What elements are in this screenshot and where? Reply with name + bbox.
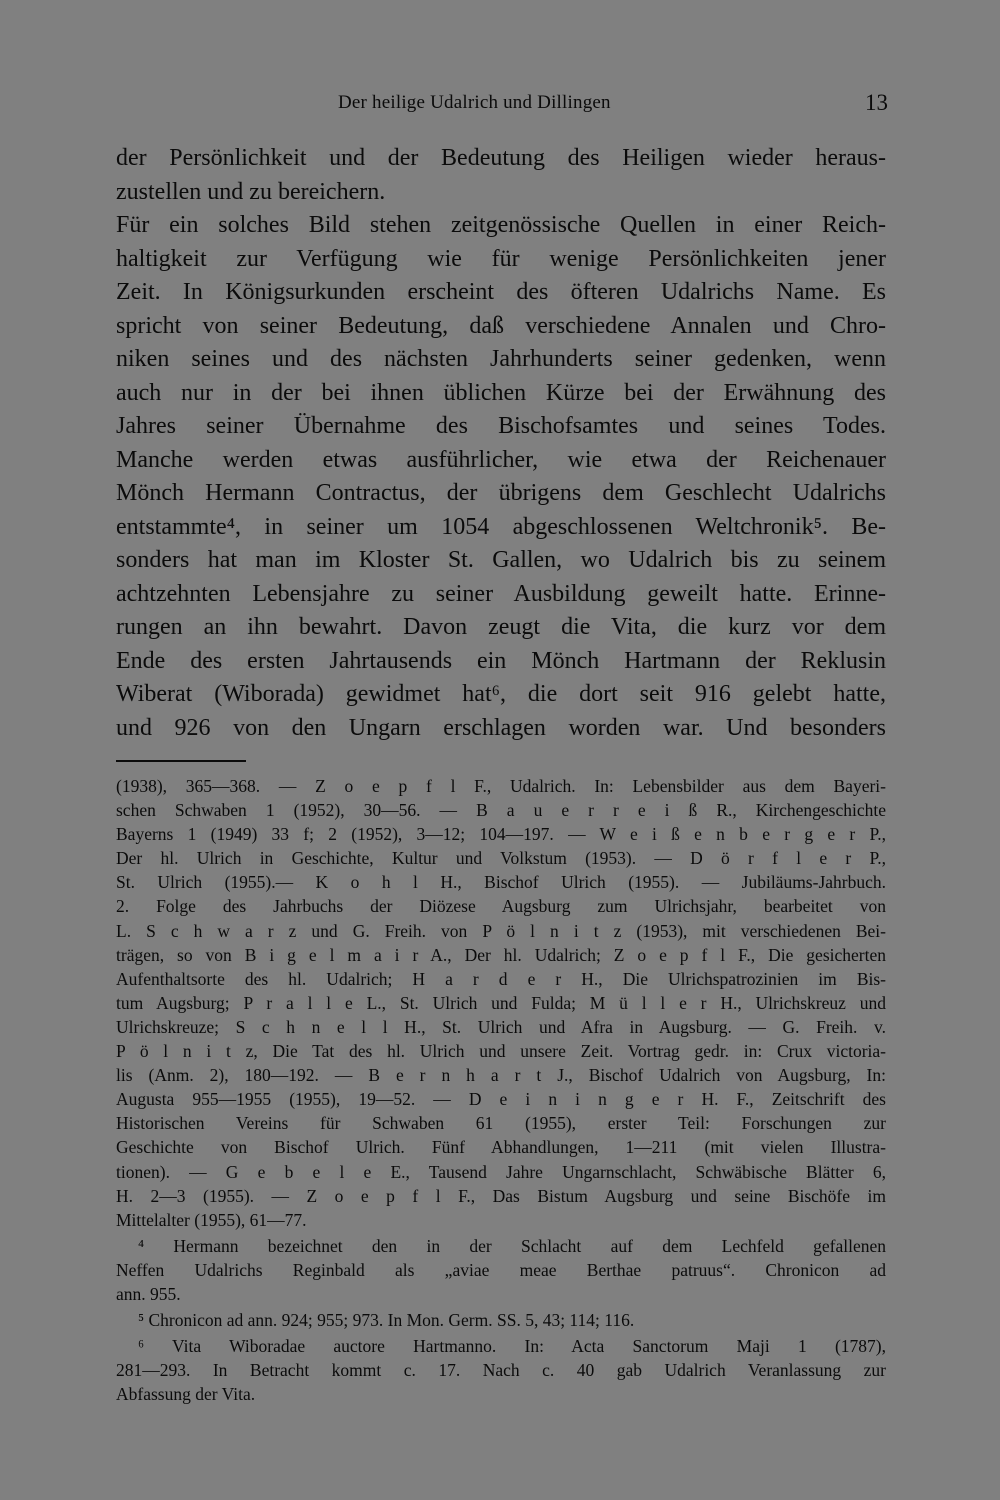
footnote-line: 2. Folge des Jahrbuchs der Diözese Augsburg zum Ulrichsjahr, bearbeitet von <box>116 896 886 917</box>
body-line: sonders hat man im Kloster St. Gallen, wo Udalrich bis zu seinem <box>116 547 886 573</box>
document-page <box>116 88 886 1408</box>
footnote-line: Aufenthaltsorte des hl. Udalrich; H a r d e r H., Die Ulrichspatrozinien im Bis- <box>116 968 886 989</box>
footnote-line: ⁵ Chronicon ad ann. 924; 955; 973. In Mon. Germ. SS. 5, 43; 114; 116. <box>138 1310 635 1331</box>
footnote-line: tionen). — G e b e l e E., Tausend Jahre Ungarnschlacht, Schwäbische Blätter 6, <box>116 1161 886 1182</box>
running-header <box>116 88 886 122</box>
body-line: achtzehnten Lebensjahre zu seiner Ausbildung geweilt hatte. Erinne- <box>116 580 886 607</box>
footnote-line: P ö l n i t z, Die Tat des hl. Ulrich und unsere Zeit. Vortrag gedr. in: Crux victoria- <box>116 1041 886 1062</box>
body-line: Ende des ersten Jahrtausends ein Mönch Hartmann der Reklusin <box>116 647 886 674</box>
body-line: spricht von seiner Bedeutung, daß verschiedene Annalen und Chro- <box>116 312 886 339</box>
footnote-line: ⁶ Vita Wiboradae auctore Hartmanno. In: Acta Sanctorum Maji 1 (1787), <box>138 1336 886 1357</box>
body-line: Jahres seiner Übernahme des Bischofsamtes und seines Todes. <box>116 413 886 439</box>
footnote-line: tum Augsburg; P r a l l e L., St. Ulrich und Fulda; M ü l l e r H., Ulrichskreuz und <box>116 992 886 1013</box>
footnote-line: St. Ulrich (1955).— K o h l H., Bischof Ulrich (1955). — Jubiläums-Jahrbuch. <box>116 872 886 893</box>
body-line: haltigkeit zur Verfügung wie für wenige Persönlichkeiten jener <box>116 245 886 272</box>
page-number: 13 <box>865 90 888 115</box>
footnote-line: Geschichte von Bischof Ulrich. Fünf Abhandlungen, 1—211 (mit vielen Illustra- <box>116 1137 886 1158</box>
body-line: zustellen und zu bereichern. <box>116 178 386 205</box>
footnote-line: Historischen Vereins für Schwaben 61 (1955), erster Teil: Forschungen zur <box>116 1113 886 1134</box>
body-text <box>116 142 886 745</box>
footnote-5 <box>116 1308 886 1332</box>
body-line: Für ein solches Bild stehen zeitgenössische Quellen in einer Reich- <box>116 212 886 238</box>
body-line: Wiberat (Wiborada) gewidmet hat⁶, die dort seit 916 gelebt hatte, <box>116 681 886 707</box>
footnote-line: 281—293. In Betracht kommt c. 17. Nach c. 40 gab Udalrich Veranlassung zur <box>116 1360 886 1381</box>
footnote-line: H. 2—3 (1955). — Z o e p f l F., Das Bistum Augsburg und seine Bischöfe im <box>116 1185 886 1206</box>
footnote-line: Augusta 955—1955 (1955), 19—52. — D e i n i n g e r H. F., Zeitschrift des <box>116 1089 886 1110</box>
body-line: Manche werden etwas ausführlicher, wie etwa der Reichenauer <box>116 446 886 473</box>
footnote-line: ann. 955. <box>116 1283 181 1304</box>
footnote-line: L. S c h w a r z und G. Freih. von P ö l n i t z (1953), mit verschiedenen Bei- <box>116 920 886 941</box>
footnote-line: Abfassung der Vita. <box>116 1384 256 1405</box>
footnote-line: ⁴ Hermann bezeichnet den in der Schlacht auf dem Lechfeld gefallenen <box>138 1235 886 1256</box>
footnote-line: Mittelalter (1955), 61—77. <box>116 1209 307 1230</box>
body-line: entstammte⁴, in seiner um 1054 abgeschlossenen Weltchronik⁵. Be- <box>116 513 886 540</box>
footnote-line: (1938), 365—368. — Z o e p f l F., Udalrich. In: Lebensbilder aus dem Bayeri- <box>116 776 886 796</box>
body-line: Zeit. In Königsurkunden erscheint des öfteren Udalrichs Name. Es <box>116 279 886 305</box>
footnote-line: trägen, so von B i g e l m a i r A., Der hl. Udalrich; Z o e p f l F., Die gesicherten <box>116 944 886 965</box>
body-line: auch nur in der bei ihnen üblichen Kürze bei der Erwähnung des <box>116 379 886 406</box>
body-line: der Persönlichkeit und der Bedeutung des Heiligen wieder heraus- <box>116 145 886 171</box>
footnote-line: lis (Anm. 2), 180—192. — B e r n h a r t J., Bischof Udalrich von Augsburg, In: <box>116 1065 886 1086</box>
footnote-continuation <box>116 774 886 1232</box>
running-header-title: Der heilige Udalrich und Dillingen <box>338 92 611 113</box>
footnote-line: Der hl. Ulrich in Geschichte, Kultur und Volkstum (1953). — D ö r f l e r P., <box>116 848 886 869</box>
footnote-line: Ulrichskreuze; S c h n e l l H., St. Ulrich und Afra in Augsburg. — G. Freih. v. <box>116 1016 886 1037</box>
footnote-line: schen Schwaben 1 (1952), 30—56. — B a u e r r e i ß R., Kirchengeschichte <box>116 800 886 821</box>
body-line: Mönch Hermann Contractus, der übrigens dem Geschlecht Udalrichs <box>116 480 886 506</box>
body-line: rungen an ihn bewahrt. Davon zeugt die Vita, die kurz vor dem <box>116 614 886 640</box>
footnote-divider <box>116 760 246 762</box>
footnote-line: Bayerns 1 (1949) 33 f; 2 (1952), 3—12; 104—197. — W e i ß e n b e r g e r P., <box>116 824 886 845</box>
footnote-line: Neffen Udalrichs Reginbald als „aviae meae Berthae patruus“. Chronicon ad <box>116 1259 886 1280</box>
body-line: und 926 von den Ungarn erschlagen worden war. Und besonders <box>116 714 886 741</box>
body-line: niken seines und des nächsten Jahrhunderts seiner gedenken, wenn <box>116 346 886 372</box>
footnote-4 <box>116 1234 886 1306</box>
footnote-6 <box>116 1334 886 1406</box>
